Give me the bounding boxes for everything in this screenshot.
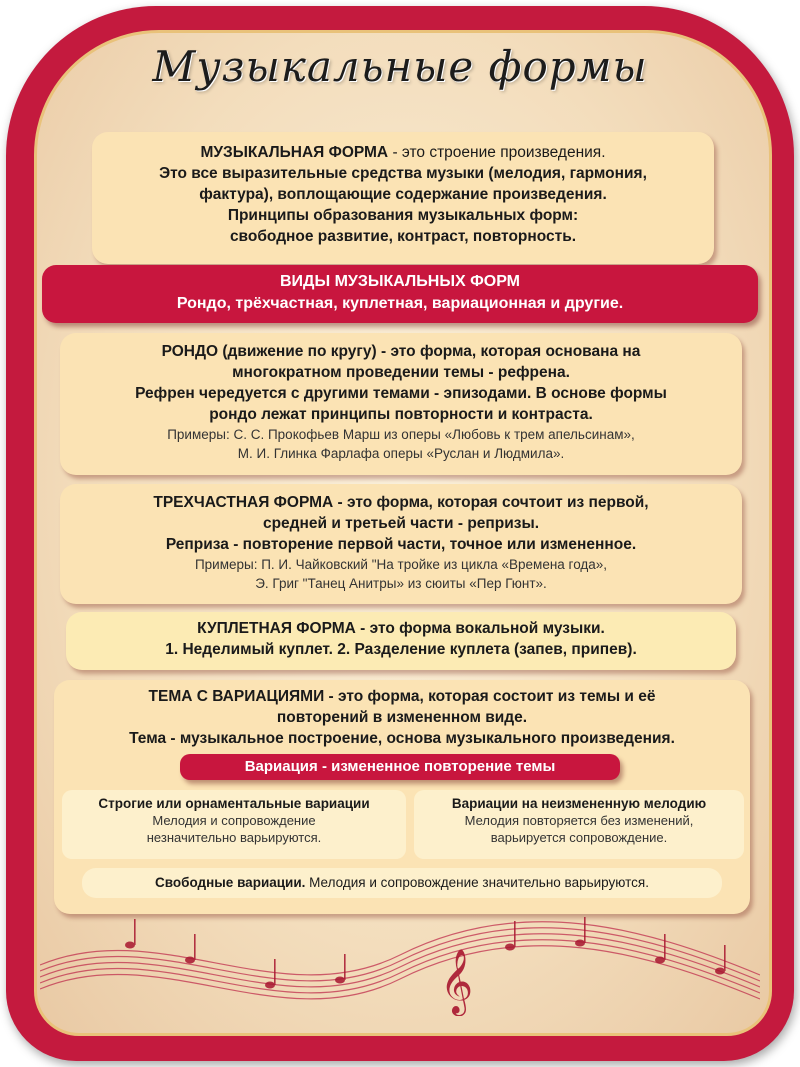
three-part-line-1: ТРЕХЧАСТНАЯ ФОРМА - это форма, которая сочтоит из первой, [153, 494, 649, 511]
poster-title [0, 42, 800, 91]
couplet-line-2: 1. Неделимый куплет. 2. Разделение куплета (запев, припев). [165, 641, 637, 658]
definition-box [92, 132, 714, 264]
types-heading: ВИДЫ МУЗЫКАЛЬНЫХ ФОРМ [280, 273, 520, 290]
definition-line-2: Это все выразительные средства музыки (мелодия, гармония, [159, 165, 647, 182]
couplet-line-1: КУПЛЕТНАЯ ФОРМА - это форма вокальной музыки. [197, 620, 605, 637]
couplet-box [66, 612, 736, 670]
variation-banner-text: Вариация - измененное повторение темы [244, 758, 556, 775]
rondo-example-2: М. И. Глинка Фарлафа оперы «Руслан и Людмила». [237, 446, 565, 461]
rondo-line-4: рондо лежат принципы повторности и контраста. [209, 406, 593, 423]
three-part-example-1: Примеры: П. И. Чайковский "На тройке из цикла «Времена года», [194, 557, 608, 572]
rondo-line-1: РОНДО (движение по кругу) - это форма, которая основана на [161, 343, 641, 360]
rondo-box [60, 333, 742, 475]
variations-line-2: повторений в измененном виде. [276, 709, 528, 726]
types-banner [42, 265, 758, 323]
definition-line-1: МУЗЫКАЛЬНАЯ ФОРМА - это строение произведения. [200, 144, 606, 161]
unchanged-variations-text-1: Мелодия повторяется без изменений, [464, 813, 694, 828]
unchanged-variations-text-2: варьируется сопровождение. [490, 830, 668, 845]
rondo-example-1: Примеры: С. С. Прокофьев Марш из оперы «Любовь к трем апельсинам», [167, 427, 635, 442]
music-notes-decoration [40, 905, 760, 1025]
three-part-line-3: Реприза - повторение первой части, точное или измененное. [165, 536, 637, 553]
svg-text:𝄞: 𝄞 [440, 949, 474, 1014]
three-part-line-2: средней и третьей части - репризы. [262, 515, 540, 532]
strict-variations-text-2: незначительно варьируются. [146, 830, 322, 845]
free-variations-box [82, 868, 722, 898]
free-variations-text: Свободные вариации. Мелодия и сопровождение значительно варьируются. [155, 875, 649, 890]
strict-variations-box [62, 790, 406, 859]
title-text: Музыкальные формы [152, 42, 648, 91]
variations-line-1: ТЕМА С ВАРИАЦИЯМИ - это форма, которая состоит из темы и её [148, 688, 656, 705]
three-part-box [60, 484, 742, 604]
rondo-line-2: многократном проведении темы - рефрена. [232, 364, 570, 381]
definition-line-3: фактура), воплощающие содержание произведения. [199, 186, 607, 203]
unchanged-variations-box [414, 790, 744, 859]
rondo-line-3: Рефрен чередуется с другими темами - эпизодами. В основе формы [135, 385, 667, 402]
three-part-example-2: Э. Григ "Танец Анитры» из сюиты «Пер Гюнт». [255, 576, 547, 591]
strict-variations-heading: Строгие или орнаментальные вариации [98, 796, 370, 811]
definition-line-4: Принципы образования музыкальных форм: [227, 207, 579, 224]
unchanged-variations-heading: Вариации на неизмененную мелодию [451, 796, 707, 811]
variations-line-3: Тема - музыкальное построение, основа музыкального произведения. [129, 730, 675, 747]
types-subtitle: Рондо, трёхчастная, куплетная, вариационная и другие. [176, 295, 624, 312]
definition-line-5: свободное развитие, контраст, повторность. [229, 228, 577, 245]
variation-banner [180, 754, 620, 780]
strict-variations-text-1: Мелодия и сопровождение [152, 813, 316, 828]
